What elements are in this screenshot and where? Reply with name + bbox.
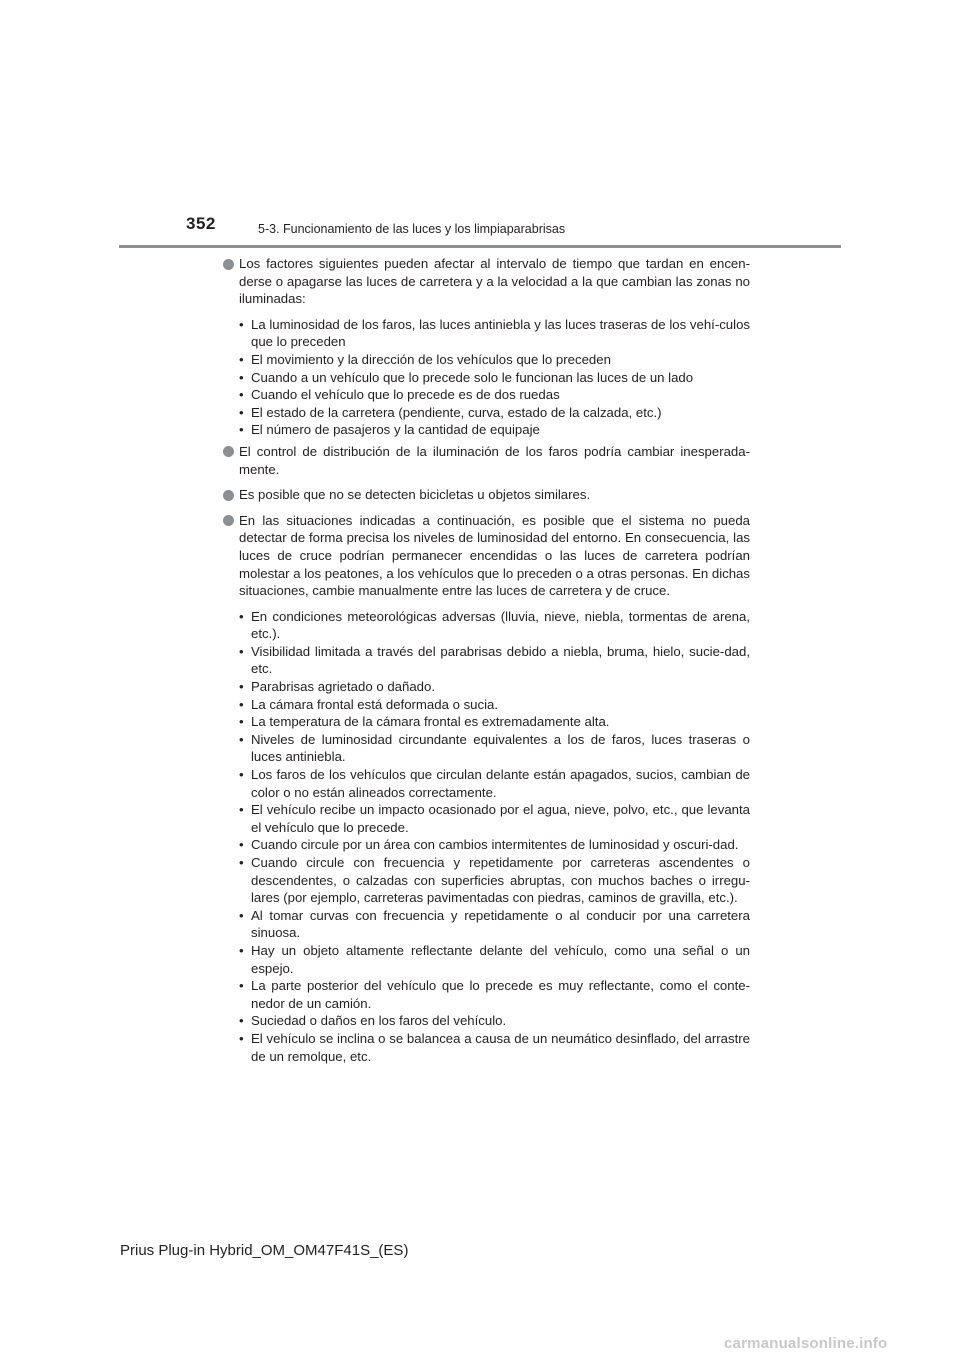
bullet-text: Los factores siguientes pueden afectar al intervalo de tiempo que tardan en encen-derse o apagarse las luces de carretera y a la velocidad a la que cambian las zonas no iluminadas: — [239, 256, 750, 307]
list-item — [239, 316, 750, 351]
list-marker: • — [239, 1013, 244, 1029]
header-divider — [119, 245, 841, 248]
page-number: 352 — [186, 214, 216, 233]
list-item-text: Visibilidad limitada a través del parabrisas debido a niebla, bruma, hielo, sucie-dad, etc. — [251, 643, 750, 677]
list-item — [239, 696, 750, 714]
list-marker: • — [239, 978, 244, 994]
list-item — [239, 854, 750, 907]
list-item — [239, 643, 750, 678]
list-marker: • — [239, 907, 244, 923]
section-title: 5-3. Funcionamiento de las luces y los limpiaparabrisas — [258, 222, 566, 236]
list-item-text: Cuando el vehículo que lo precede es de dos ruedas — [251, 387, 560, 403]
page-content — [222, 255, 750, 1069]
list-marker: • — [239, 1030, 244, 1046]
watermark: carmanualsonline.info — [724, 1335, 888, 1352]
list-marker: • — [239, 369, 244, 385]
list-marker: • — [239, 608, 244, 624]
list-marker: • — [239, 731, 244, 747]
list-item-text: Al tomar curvas con frecuencia y repetidamente o al conducir por una carretera sinuosa. — [251, 907, 750, 941]
sub-list — [222, 608, 750, 1065]
bullet-dot-icon — [223, 259, 234, 270]
list-item — [239, 386, 750, 404]
list-marker: • — [239, 643, 244, 659]
list-item — [239, 678, 750, 696]
list-marker: • — [239, 767, 244, 783]
list-marker: • — [239, 837, 244, 853]
bullet-paragraph — [222, 443, 750, 478]
list-item — [239, 977, 750, 1012]
list-marker: • — [239, 942, 244, 958]
list-item-text: Parabrisas agrietado o dañado. — [251, 679, 436, 695]
list-marker: • — [239, 387, 244, 403]
list-item — [239, 836, 750, 854]
list-item-text: En condiciones meteorológicas adversas (lluvia, nieve, niebla, tormentas de arena, etc.). — [251, 608, 750, 642]
bullet-paragraph — [222, 512, 750, 600]
bullet-paragraph — [222, 486, 750, 504]
list-item-text: La luminosidad de los faros, las luces antiniebla y las luces traseras de los vehí-culos que lo preceden — [251, 316, 750, 350]
list-marker: • — [239, 404, 244, 420]
list-item-text: La temperatura de la cámara frontal es extremadamente alta. — [251, 714, 610, 730]
bullet-dot-icon — [223, 490, 234, 501]
bullet-paragraph — [222, 255, 750, 308]
footer-manual-id: Prius Plug-in Hybrid_OM_OM47F41S_(ES) — [120, 1242, 409, 1259]
list-item — [239, 731, 750, 766]
list-marker: • — [239, 855, 244, 870]
list-marker: • — [239, 316, 244, 332]
list-item-text: El número de pasajeros y la cantidad de equipaje — [251, 422, 540, 438]
list-marker: • — [239, 696, 244, 712]
list-marker: • — [239, 802, 244, 818]
list-item-text: La parte posterior del vehículo que lo precede es muy reflectante, como el conte-nedor de un camión. — [251, 978, 750, 1011]
list-item-text: Cuando circule con frecuencia y repetidamente por carreteras ascendentes o descendentes, o calzadas con superficies abruptas, con muchos baches o irregu-lares (por ejemplo, carreteras pavimentadas con piedras, caminos de gravilla, etc.). — [251, 855, 750, 906]
list-marker: • — [239, 422, 244, 438]
list-marker: • — [239, 679, 244, 695]
list-item-text: Cuando a un vehículo que lo precede solo le funcionan las luces de un lado — [251, 369, 694, 385]
bullet-text: Es posible que no se detecten bicicletas u objetos similares. — [239, 487, 591, 503]
list-marker: • — [239, 351, 244, 367]
list-item-text: La cámara frontal está deformada o sucia. — [251, 696, 499, 712]
list-item — [239, 766, 750, 801]
list-item-text: El estado de la carretera (pendiente, curva, estado de la calzada, etc.) — [251, 404, 662, 420]
bullet-text: En las situaciones indicadas a continuación, es posible que el sistema no pueda detectar de forma precisa los niveles de luminosidad del entorno. En consecuencia, las luces de cruce podrían permanecer encendidas o las luces de carretera podrían molestar a los peatones, a los vehículos que lo preceden o a otras personas. En dichas situaciones, cambie manualmente entre las luces de carretera y de cruce. — [239, 512, 750, 599]
list-item-text: El vehículo recibe un impacto ocasionado por el agua, nieve, polvo, etc., que levanta el vehículo que lo precede. — [251, 802, 750, 835]
list-item — [239, 421, 750, 439]
bullet-dot-icon — [223, 446, 234, 457]
list-item — [239, 404, 750, 422]
list-item — [239, 907, 750, 942]
bullet-dot-icon — [223, 515, 234, 526]
list-item-text: El movimiento y la dirección de los vehículos que lo preceden — [251, 351, 611, 367]
list-item-text: Cuando circule por un área con cambios intermitentes de luminosidad y oscuri-dad. — [251, 837, 739, 853]
list-marker: • — [239, 714, 244, 730]
list-item — [239, 713, 750, 731]
list-item-text: Los faros de los vehículos que circulan delante están apagados, sucios, cambian de color o no están alineados correctamente. — [251, 767, 750, 800]
list-item — [239, 608, 750, 643]
list-item — [239, 1012, 750, 1030]
list-item-text: Hay un objeto altamente reflectante delante del vehículo, como una señal o un espejo. — [251, 942, 750, 976]
sub-list — [222, 316, 750, 439]
list-item-text: El vehículo se inclina o se balancea a causa de un neumático desinflado, del arrastre de un remolque, etc. — [251, 1030, 750, 1064]
list-item — [239, 351, 750, 369]
list-item — [239, 1030, 750, 1065]
list-item-text: Niveles de luminosidad circundante equivalentes a los de faros, luces traseras o luces antiniebla. — [251, 731, 750, 765]
list-item — [239, 801, 750, 836]
bullet-text: El control de distribución de la iluminación de los faros podría cambiar inesperada-mente. — [239, 443, 750, 477]
list-item-text: Suciedad o daños en los faros del vehículo. — [251, 1013, 507, 1029]
list-item — [239, 942, 750, 977]
list-item — [239, 369, 750, 387]
